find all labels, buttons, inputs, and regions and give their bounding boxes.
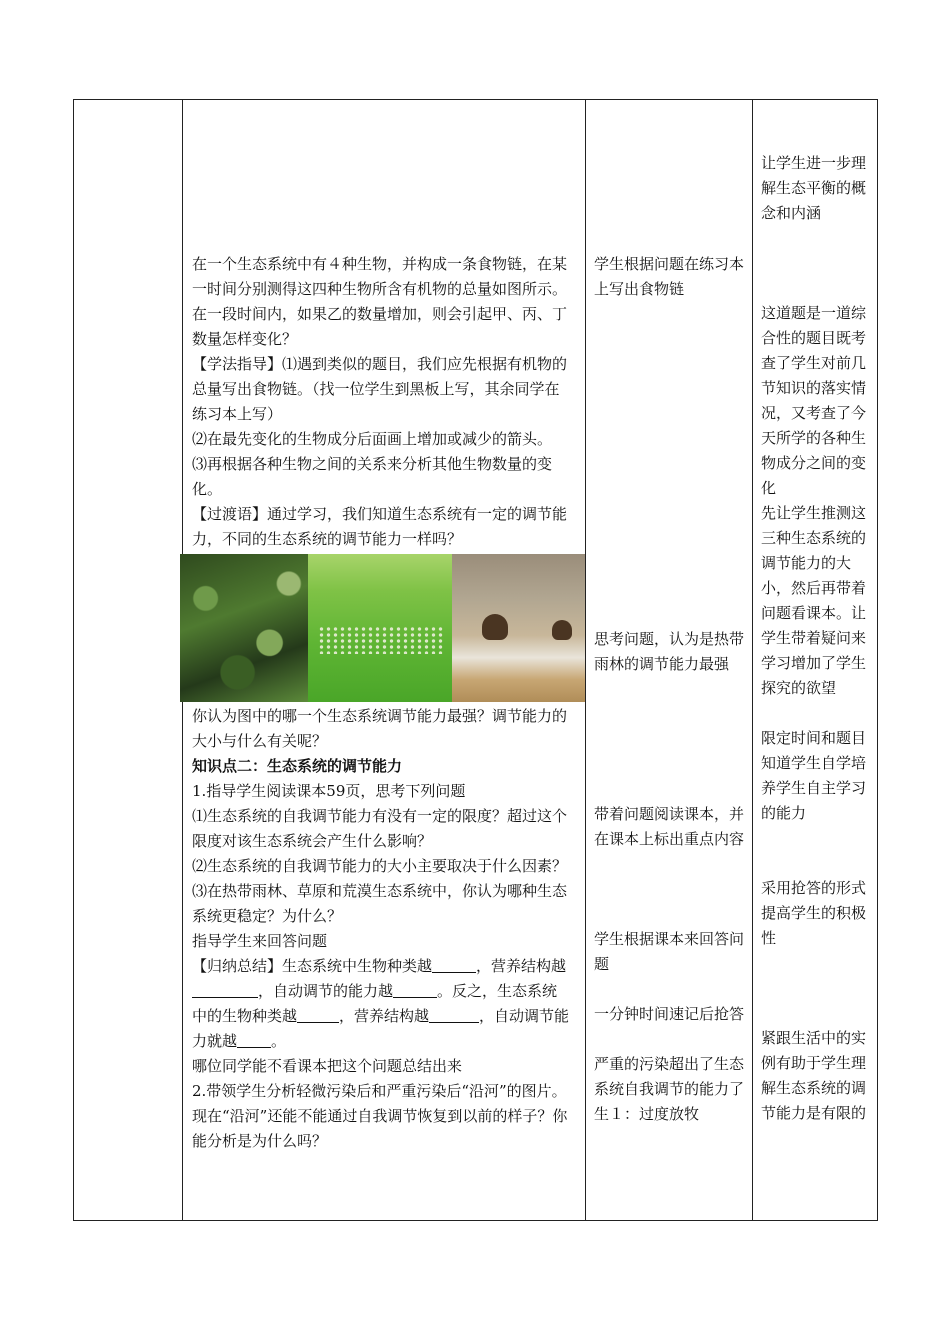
image-question: 你认为图中的哪一个生态系统调节能力最强？调节能力的大小与什么有关呢？ — [192, 707, 568, 750]
summarize-prompt: 哪位同学能不看课本把这个问题总结出来 — [192, 1057, 463, 1075]
intent-5: 采用抢答的形式提高学生的积极性 — [761, 879, 867, 947]
method-guide-2: ⑵在最先变化的生物成分后面画上增加或减少的箭头。 — [192, 430, 553, 448]
question-3: ⑶在热带雨林、草原和荒漠生态系统中，你认为哪种生态系统更稳定？为什么？ — [192, 882, 568, 925]
transition: 【过渡语】通过学习，我们知道生态系统有一定的调节能力，不同的生态系统的调节能力一样吗？ — [192, 505, 568, 548]
method-guide-3: ⑶再根据各种生物之间的关系来分析其他生物数量的变化。 — [192, 455, 553, 498]
knowledge-point-title: 知识点二：生态系统的调节能力 — [192, 757, 403, 775]
question-1: ⑴生态系统的自我调节能力有没有一定的限度？超过这个限度对该生态系统会产生什么影响？ — [192, 807, 568, 850]
student-answer-5: 一分钟时间速记后抢答 — [594, 1005, 745, 1023]
rainforest-image — [180, 554, 308, 702]
ecosystem-images — [180, 554, 585, 702]
intent-2: 这道题是一道综合性的题目既考查了学生对前几节知识的落实情况，又考查了今天所学的各种生物成分之间的变化 — [761, 304, 867, 497]
teacher-activity-column — [192, 252, 572, 1154]
column-divider — [752, 100, 753, 1220]
river-question: 现在“沿河”还能不能通过自我调节恢复到以前的样子？你能分析是为什么吗？ — [192, 1107, 568, 1150]
desert-image — [452, 554, 585, 702]
student-answer-1: 学生根据问题在练习本上写出食物链 — [594, 255, 745, 298]
grassland-image — [308, 554, 452, 702]
guide-answer: 指导学生来回答问题 — [192, 932, 328, 950]
student-answer-2: 思考问题，认为是热带雨林的调节能力最强 — [594, 630, 745, 673]
design-intent-column — [761, 151, 873, 1126]
intent-4: 限定时间和题目知道学生自学培养学生自主学习的能力 — [761, 729, 867, 822]
student-answer-6: 严重的污染超出了生态系统自我调节的能力了 — [594, 1055, 745, 1098]
student-answer-4: 学生根据课本来回答问题 — [594, 930, 745, 973]
intent-6: 紧跟生活中的实例有助于学生理解生态系统的调节能力是有限的 — [761, 1029, 867, 1122]
intent-1: 让学生进一步理解生态平衡的概念和内涵 — [761, 154, 867, 222]
student-answer-7: 生１：过度放牧 — [594, 1105, 700, 1123]
method-guide-1: 【学法指导】⑴遇到类似的题目，我们应先根据有机物的总量写出食物链。（找一位学生到黑板上写，其余同学在练习本上写） — [192, 355, 568, 423]
river-analysis: 2.带领学生分析轻微污染后和严重污染后“沿河”的图片。 — [192, 1082, 567, 1100]
question-2: ⑵生态系统的自我调节能力的大小主要取决于什么因素？ — [192, 857, 568, 875]
food-chain-problem: 在一个生态系统中有４种生物，并构成一条食物链，在某一时间分别测得这四种生物所含有机物的总量如图所示。在一段时间内，如果乙的数量增加，则会引起甲、丙、丁数量怎样变化？ — [192, 255, 568, 348]
column-divider — [585, 100, 586, 1220]
student-answer-3: 带着问题阅读课本，并在课本上标出重点内容 — [594, 805, 745, 848]
student-activity-column — [594, 252, 744, 1127]
reading-instruction: 1.指导学生阅读课本59页，思考下列问题 — [192, 782, 466, 800]
summary: 【归纳总结】生态系统中生物种类越 ，营养结构越，自动调节的能力越 。反之，生态系统中的生物种类越 ，营养结构越 ，自动调节能力就越 。 — [192, 957, 570, 1050]
intent-3: 先让学生推测这三种生态系统的调节能力的大小，然后再带着问题看课本。让学生带着疑问来学习增加了学生探究的欲望 — [761, 504, 867, 697]
